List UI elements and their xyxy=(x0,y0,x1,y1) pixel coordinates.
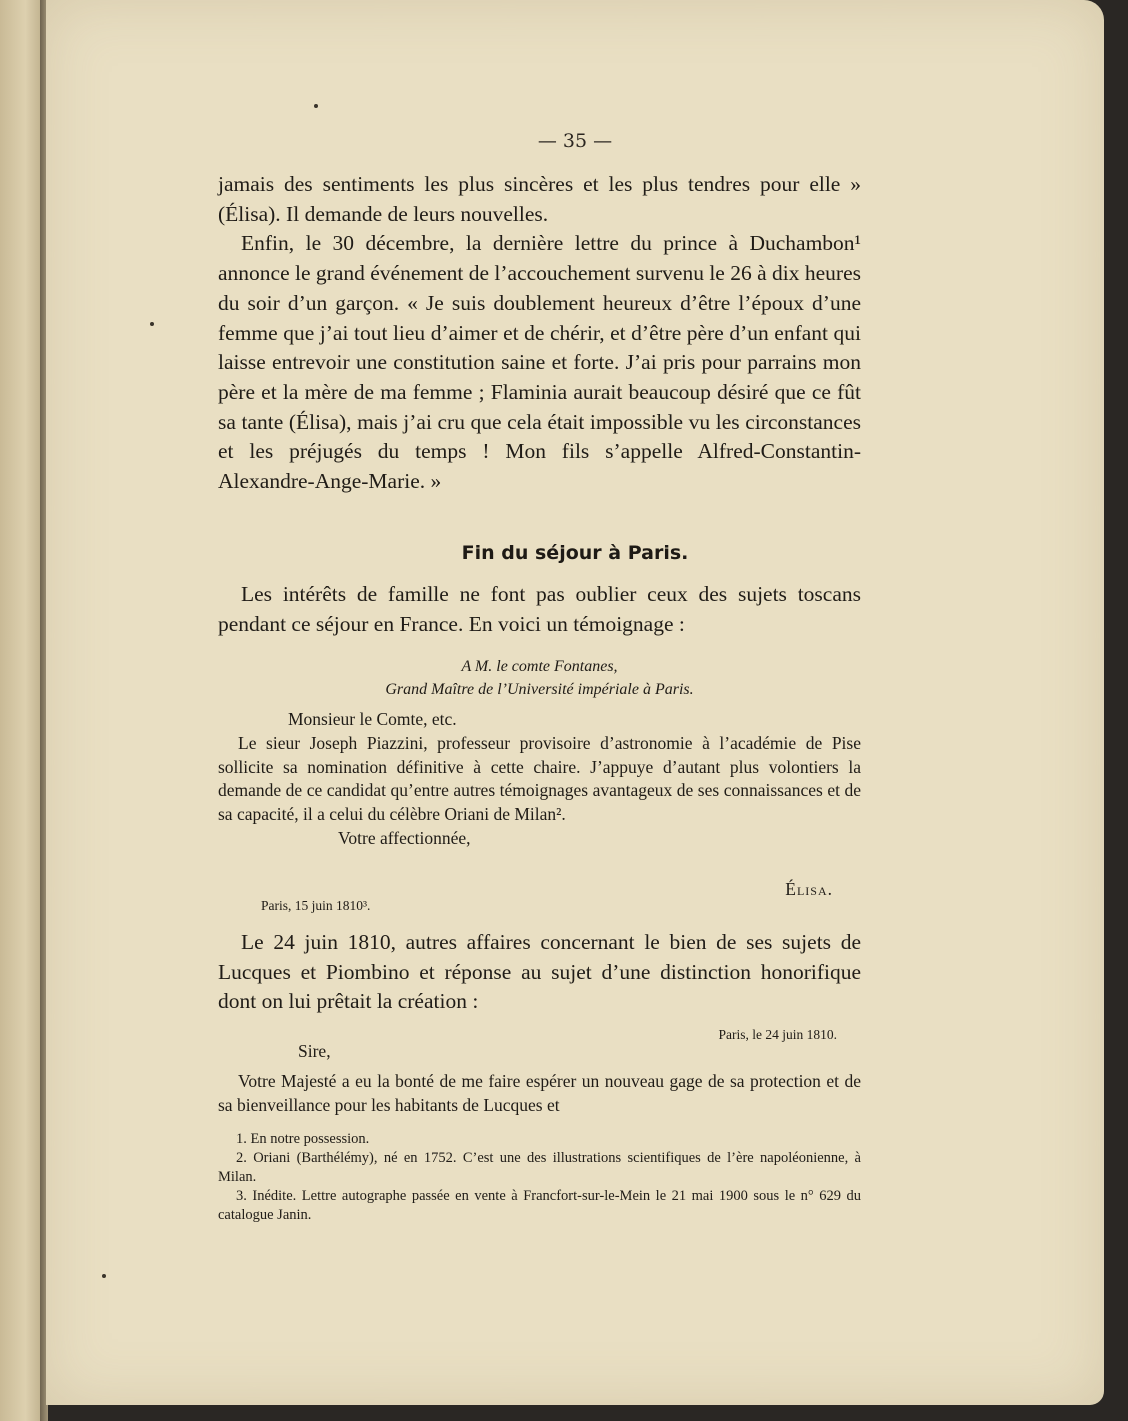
letter2-body: Votre Majesté a eu la bonté de me faire espérer un nouveau gage de sa protection et de sa bienveillance pour les habitants de Lucques et xyxy=(218,1070,861,1115)
letter1-signature: Élisa. xyxy=(785,879,833,899)
letter1-text xyxy=(218,708,861,851)
letter1-salutation: Monsieur le Comte, etc. xyxy=(288,709,457,729)
letter1-dateline: Paris, 15 juin 1810³. xyxy=(261,898,371,913)
paragraph-2: Enfin, le 30 décembre, la dernière lettre du prince à Duchambon¹ annonce le grand événement de l’accouchement survenu le 26 à dix heures du soir d’un garçon. « Je suis doublement heureux d’être l’époux d’une femme que j’ai tout lieu d’aimer et de chérir, et d’être père d’un enfant qui laisse entrevoir une constitution saine et forte. J’ai pris pour parrains mon père et la mère de ma femme ; Flaminia aurait beaucoup désiré que ce fût sa tante (Élisa), mais j’ai cru que cela était impossible vu les circonstances et les préjugés du temps ! Mon fils s’appelle Alfred-Constantin-Alexandre-Ange-Marie. » xyxy=(218,231,861,494)
letter1-address xyxy=(218,655,861,701)
footnote-2: 2. Oriani (Barthélémy), né en 1752. C’est une des illustrations scientifiques de l’ère napoléonienne, à Milan. xyxy=(218,1150,861,1185)
paragraph-1: jamais des sentiments les plus sincères et les plus tendres pour elle » (Élisa). Il demande de leurs nouvelles. xyxy=(218,172,861,226)
letter2-dateline: Paris, le 24 juin 1810. xyxy=(718,1027,837,1042)
page-number: — 35 — xyxy=(537,130,613,152)
ink-speck xyxy=(150,322,154,326)
letter1-body: Le sieur Joseph Piazzini, professeur provisoire d’astronomie à l’académie de Pise sollicite sa nomination définitive à cette chaire. J’appuye d’autant plus volontiers la demande de ce candidat qu’entre autres témoignages avantageux de ses connaissances et de sa capacité, il a celui du célèbre Oriani de Milan². xyxy=(218,732,861,825)
paragraph-3: Les intérêts de famille ne font pas oublier ceux des sujets toscans pendant ce séjour en France. En voici un témoignage : xyxy=(218,582,861,636)
footnote-3: 3. Inédite. Lettre autographe passée en vente à Francfort-sur-le-Mein le 21 mai 1900 sous le n° 629 du catalogue Janin. xyxy=(218,1188,861,1223)
main-text-bottom xyxy=(218,928,861,1017)
letter1-closing: Votre affectionnée, xyxy=(338,827,471,848)
address-line-1: A M. le comte Fontanes, xyxy=(461,658,618,675)
ink-speck xyxy=(102,1274,106,1278)
footnote-1: 1. En notre possession. xyxy=(236,1131,370,1147)
letter2-text xyxy=(218,1040,861,1117)
main-text-top xyxy=(218,170,861,497)
main-text-intro xyxy=(218,580,861,639)
footnotes xyxy=(218,1130,861,1225)
ink-speck xyxy=(314,104,318,108)
book-page xyxy=(46,0,1104,1405)
letter2-salutation: Sire, xyxy=(298,1041,331,1061)
address-line-2: Grand Maître de l’Université impériale à Paris. xyxy=(385,681,694,698)
section-heading: Fin du séjour à Paris. xyxy=(461,542,689,564)
paragraph-4: Le 24 juin 1810, autres affaires concernant le bien de ses sujets de Lucques et Piombino et réponse au sujet d’une distinction honorifique dont on lui prêtait la création : xyxy=(218,930,861,1014)
